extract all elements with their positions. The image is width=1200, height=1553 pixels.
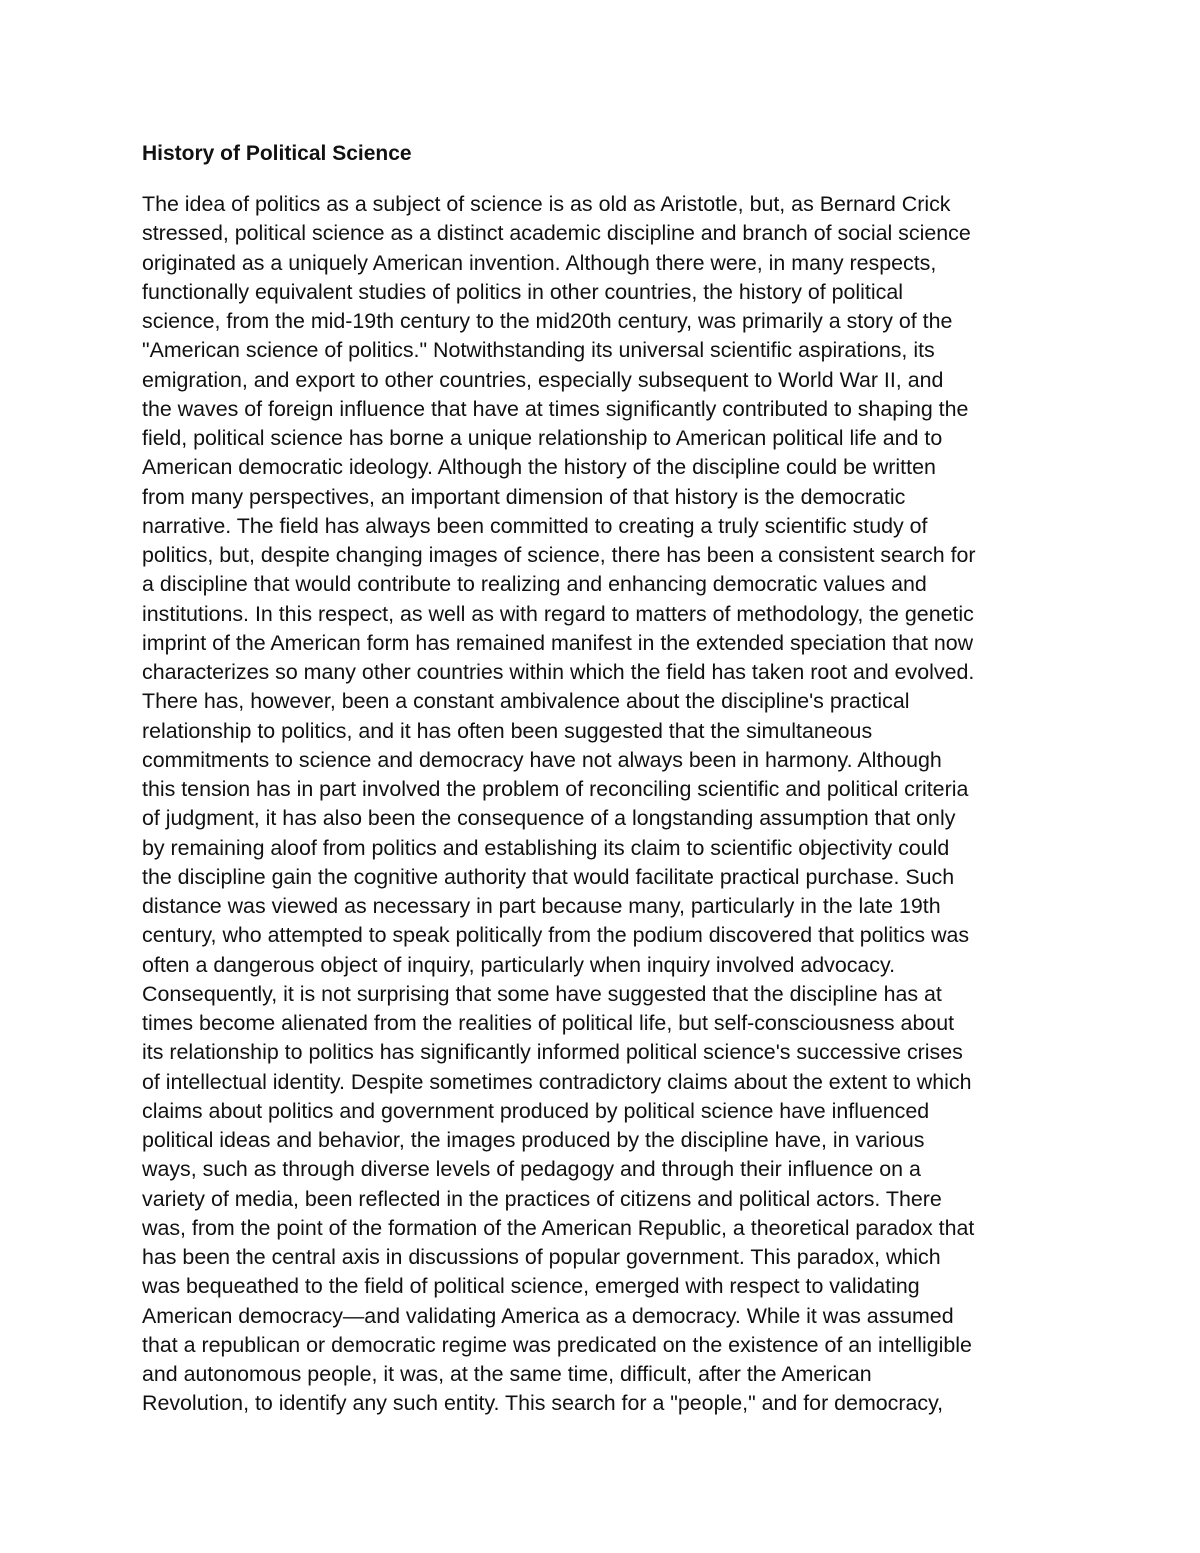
body-text-line: field, political science has borne a unique relationship to American political life and to xyxy=(142,426,943,450)
body-text-line: a discipline that would contribute to realizing and enhancing democratic values and xyxy=(142,572,927,597)
body-text-line: of intellectual identity. Despite sometimes contradictory claims about the extent to which xyxy=(142,1069,972,1094)
body-text-line: variety of media, been reflected in the practices of citizens and political actors. There xyxy=(142,1186,942,1211)
body-text-line: its relationship to politics has significantly informed political science's successive crises xyxy=(142,1040,963,1065)
body-text-line: relationship to politics, and it has often been suggested that the simultaneous xyxy=(142,718,873,743)
body-text-line: was, from the point of the formation of the American Republic, a theoretical paradox that xyxy=(142,1215,975,1240)
body-text-line: has been the central axis in discussions of popular government. This paradox, which xyxy=(142,1245,941,1269)
body-text-line: distance was viewed as necessary in part because many, particularly in the late 19th xyxy=(142,894,941,918)
document-title: History of Political Science xyxy=(142,142,412,165)
body-text-line: "American science of politics." Notwithstanding its universal scientific aspirations, its xyxy=(142,338,935,363)
body-text-line: Revolution, to identify any such entity. This search for a "people," and for democracy, xyxy=(142,1391,944,1416)
body-text-line: There has, however, been a constant ambivalence about the discipline's practical xyxy=(142,689,910,714)
body-text-line: from many perspectives, an important dimension of that history is the democratic xyxy=(142,484,906,509)
document-content xyxy=(142,140,1082,1419)
body-text-line: imprint of the American form has remained manifest in the extended speciation that now xyxy=(142,630,974,655)
body-text-line: of judgment, it has also been the consequence of a longstanding assumption that only xyxy=(142,806,956,831)
body-text-line: American democratic ideology. Although the history of the discipline could be written xyxy=(142,455,936,480)
body-text-line: functionally equivalent studies of politics in other countries, the history of political xyxy=(142,279,903,304)
body-text-line: narrative. The field has always been committed to creating a truly scientific study of xyxy=(142,513,928,538)
body-text-line: the waves of foreign influence that have at times significantly contributed to shaping the xyxy=(142,396,969,421)
body-text-line: claims about politics and government produced by political science have influenced xyxy=(142,1098,930,1123)
body-text-line: Consequently, it is not surprising that some have suggested that the discipline has at xyxy=(142,981,942,1006)
body-text-line: by remaining aloof from politics and establishing its claim to scientific objectivity could xyxy=(142,835,950,860)
body-text-line: American democracy—and validating America as a democracy. While it was assumed xyxy=(142,1303,954,1328)
body-text-line: science, from the mid-19th century to the mid20th century, was primarily a story of the xyxy=(142,309,953,333)
body-text-line: characterizes so many other countries within which the field has taken root and evolved. xyxy=(142,660,975,684)
body-text-line: century, who attempted to speak politically from the podium discovered that politics was xyxy=(142,923,970,948)
body-text-line: the discipline gain the cognitive authority that would facilitate practical purchase. Such xyxy=(142,864,955,889)
body-text-line: institutions. In this respect, as well as with regard to matters of methodology, the genetic xyxy=(142,601,974,626)
body-text-line: political ideas and behavior, the images produced by the discipline have, in various xyxy=(142,1128,925,1152)
body-paragraph xyxy=(142,190,1082,1419)
body-text-line: commitments to science and democracy have not always been in harmony. Although xyxy=(142,747,942,772)
body-text-line: stressed, political science as a distinct academic discipline and branch of social science xyxy=(142,221,971,246)
body-text-line: politics, but, despite changing images of science, there has been a consistent search for xyxy=(142,543,976,567)
body-text-line: that a republican or democratic regime was predicated on the existence of an intelligible xyxy=(142,1332,972,1357)
body-text-line: and autonomous people, it was, at the same time, difficult, after the American xyxy=(142,1362,872,1386)
body-text-line: The idea of politics as a subject of science is as old as Aristotle, but, as Bernard Crick xyxy=(142,192,951,216)
body-text-line: was bequeathed to the field of political science, emerged with respect to validating xyxy=(142,1274,920,1299)
body-text-line: times become alienated from the realities of political life, but self-consciousness about xyxy=(142,1011,955,1035)
body-text-line: often a dangerous object of inquiry, particularly when inquiry involved advocacy. xyxy=(142,952,896,977)
body-text-line: this tension has in part involved the problem of reconciling scientific and political criteria xyxy=(142,777,969,801)
body-text-line: originated as a uniquely American invention. Although there were, in many respects, xyxy=(142,250,937,275)
body-text-line: emigration, and export to other countries, especially subsequent to World War II, and xyxy=(142,367,944,392)
body-text-line: ways, such as through diverse levels of pedagogy and through their influence on a xyxy=(142,1157,921,1182)
